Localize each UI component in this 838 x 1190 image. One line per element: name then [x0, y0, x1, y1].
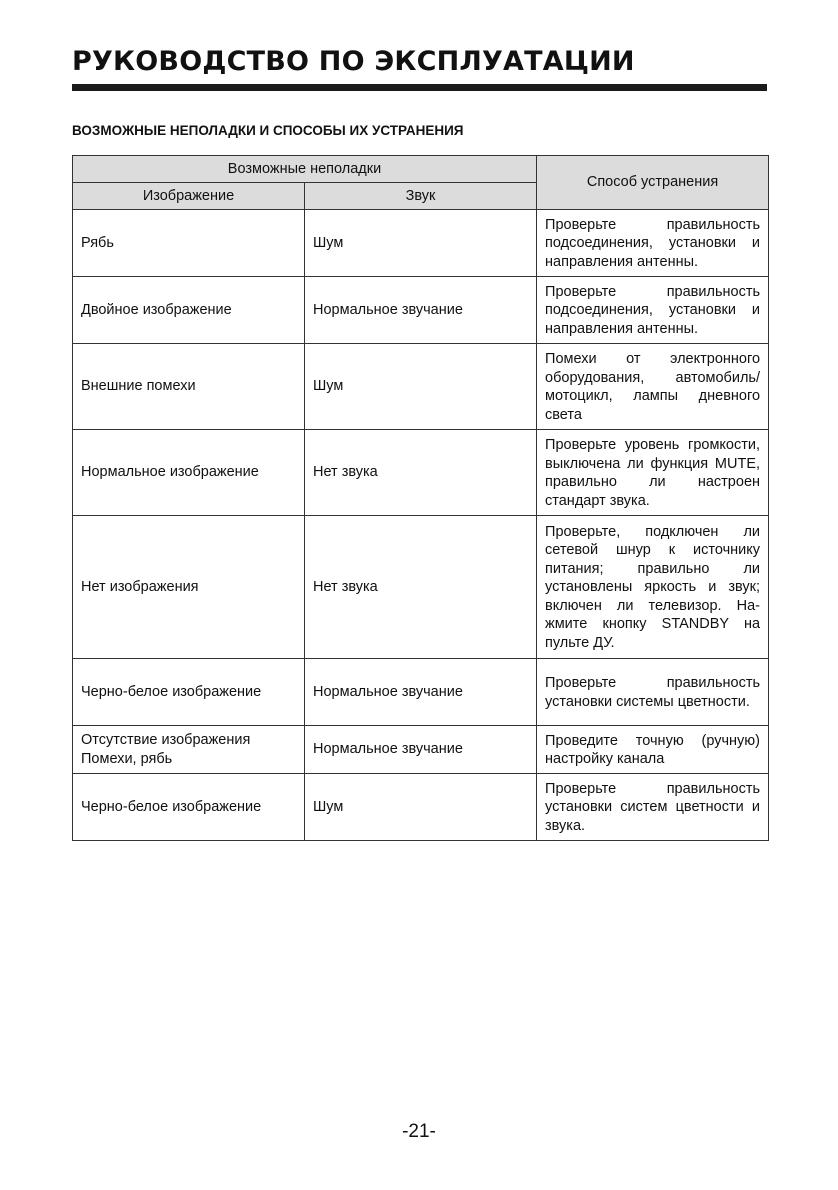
table-row	[73, 277, 769, 344]
cell-sound: Нет звука	[305, 516, 537, 659]
cell-solution: Проверьте, подключен ли сетевой шнур к источнику питания; правильно ли установлены яркость и звук; включен ли телевизор. Нажмите кнопку STANDBY на пульте ДУ.	[537, 516, 769, 659]
cell-solution: Проверьте уровень громкости, выключена ли функция MUTE, правильно ли настроен стандарт звука.	[537, 430, 769, 516]
table-row	[73, 210, 769, 277]
column-header-sound: Звук	[305, 183, 537, 210]
cell-solution: Помехи от электронного оборудования, автомобиль/ мотоцикл, лампы дневного света	[537, 344, 769, 430]
cell-solution: Проверьте правильность подсоединения, установки и направления антенны.	[537, 210, 769, 277]
cell-image: Нет изображения	[73, 516, 305, 659]
column-header-solution: Способ устранения	[537, 156, 769, 210]
cell-image: Отсутствие изображения Помехи, рябь	[73, 726, 305, 774]
cell-image: Двойное изображение	[73, 277, 305, 344]
page-title: РУКОВОДСТВО ПО ЭКСПЛУАТАЦИИ	[72, 46, 635, 77]
cell-sound: Шум	[305, 344, 537, 430]
table-row	[73, 344, 769, 430]
cell-sound: Шум	[305, 210, 537, 277]
page-number: -21-	[402, 1121, 436, 1142]
cell-sound: Нормальное звучание	[305, 726, 537, 774]
cell-solution: Проверьте правильность установки системы цветности.	[537, 659, 769, 726]
section-heading: ВОЗМОЖНЫЕ НЕПОЛАДКИ И СПОСОБЫ ИХ УСТРАНЕНИЯ	[72, 123, 464, 138]
table-row	[73, 516, 769, 659]
table-row	[73, 659, 769, 726]
table-row	[73, 774, 769, 841]
table-row	[73, 430, 769, 516]
cell-image: Нормальное изображение	[73, 430, 305, 516]
table-row	[73, 726, 769, 774]
cell-image: Рябь	[73, 210, 305, 277]
cell-image: Черно-белое изображение	[73, 659, 305, 726]
cell-image: Черно-белое изображение	[73, 774, 305, 841]
troubleshooting-table	[72, 155, 769, 841]
cell-solution: Проверьте правильность подсоединения, установки и направления антенны.	[537, 277, 769, 344]
cell-image: Внешние помехи	[73, 344, 305, 430]
group-header-possible-faults: Возможные неполадки	[73, 156, 537, 183]
cell-sound: Нормальное звучание	[305, 277, 537, 344]
cell-solution: Проверьте правильность установки систем цветности и звука.	[537, 774, 769, 841]
cell-sound: Нормальное звучание	[305, 659, 537, 726]
cell-solution: Проведите точную (ручную) настройку канала	[537, 726, 769, 774]
column-header-image: Изображение	[73, 183, 305, 210]
cell-sound: Нет звука	[305, 430, 537, 516]
title-underline	[72, 84, 767, 91]
cell-sound: Шум	[305, 774, 537, 841]
